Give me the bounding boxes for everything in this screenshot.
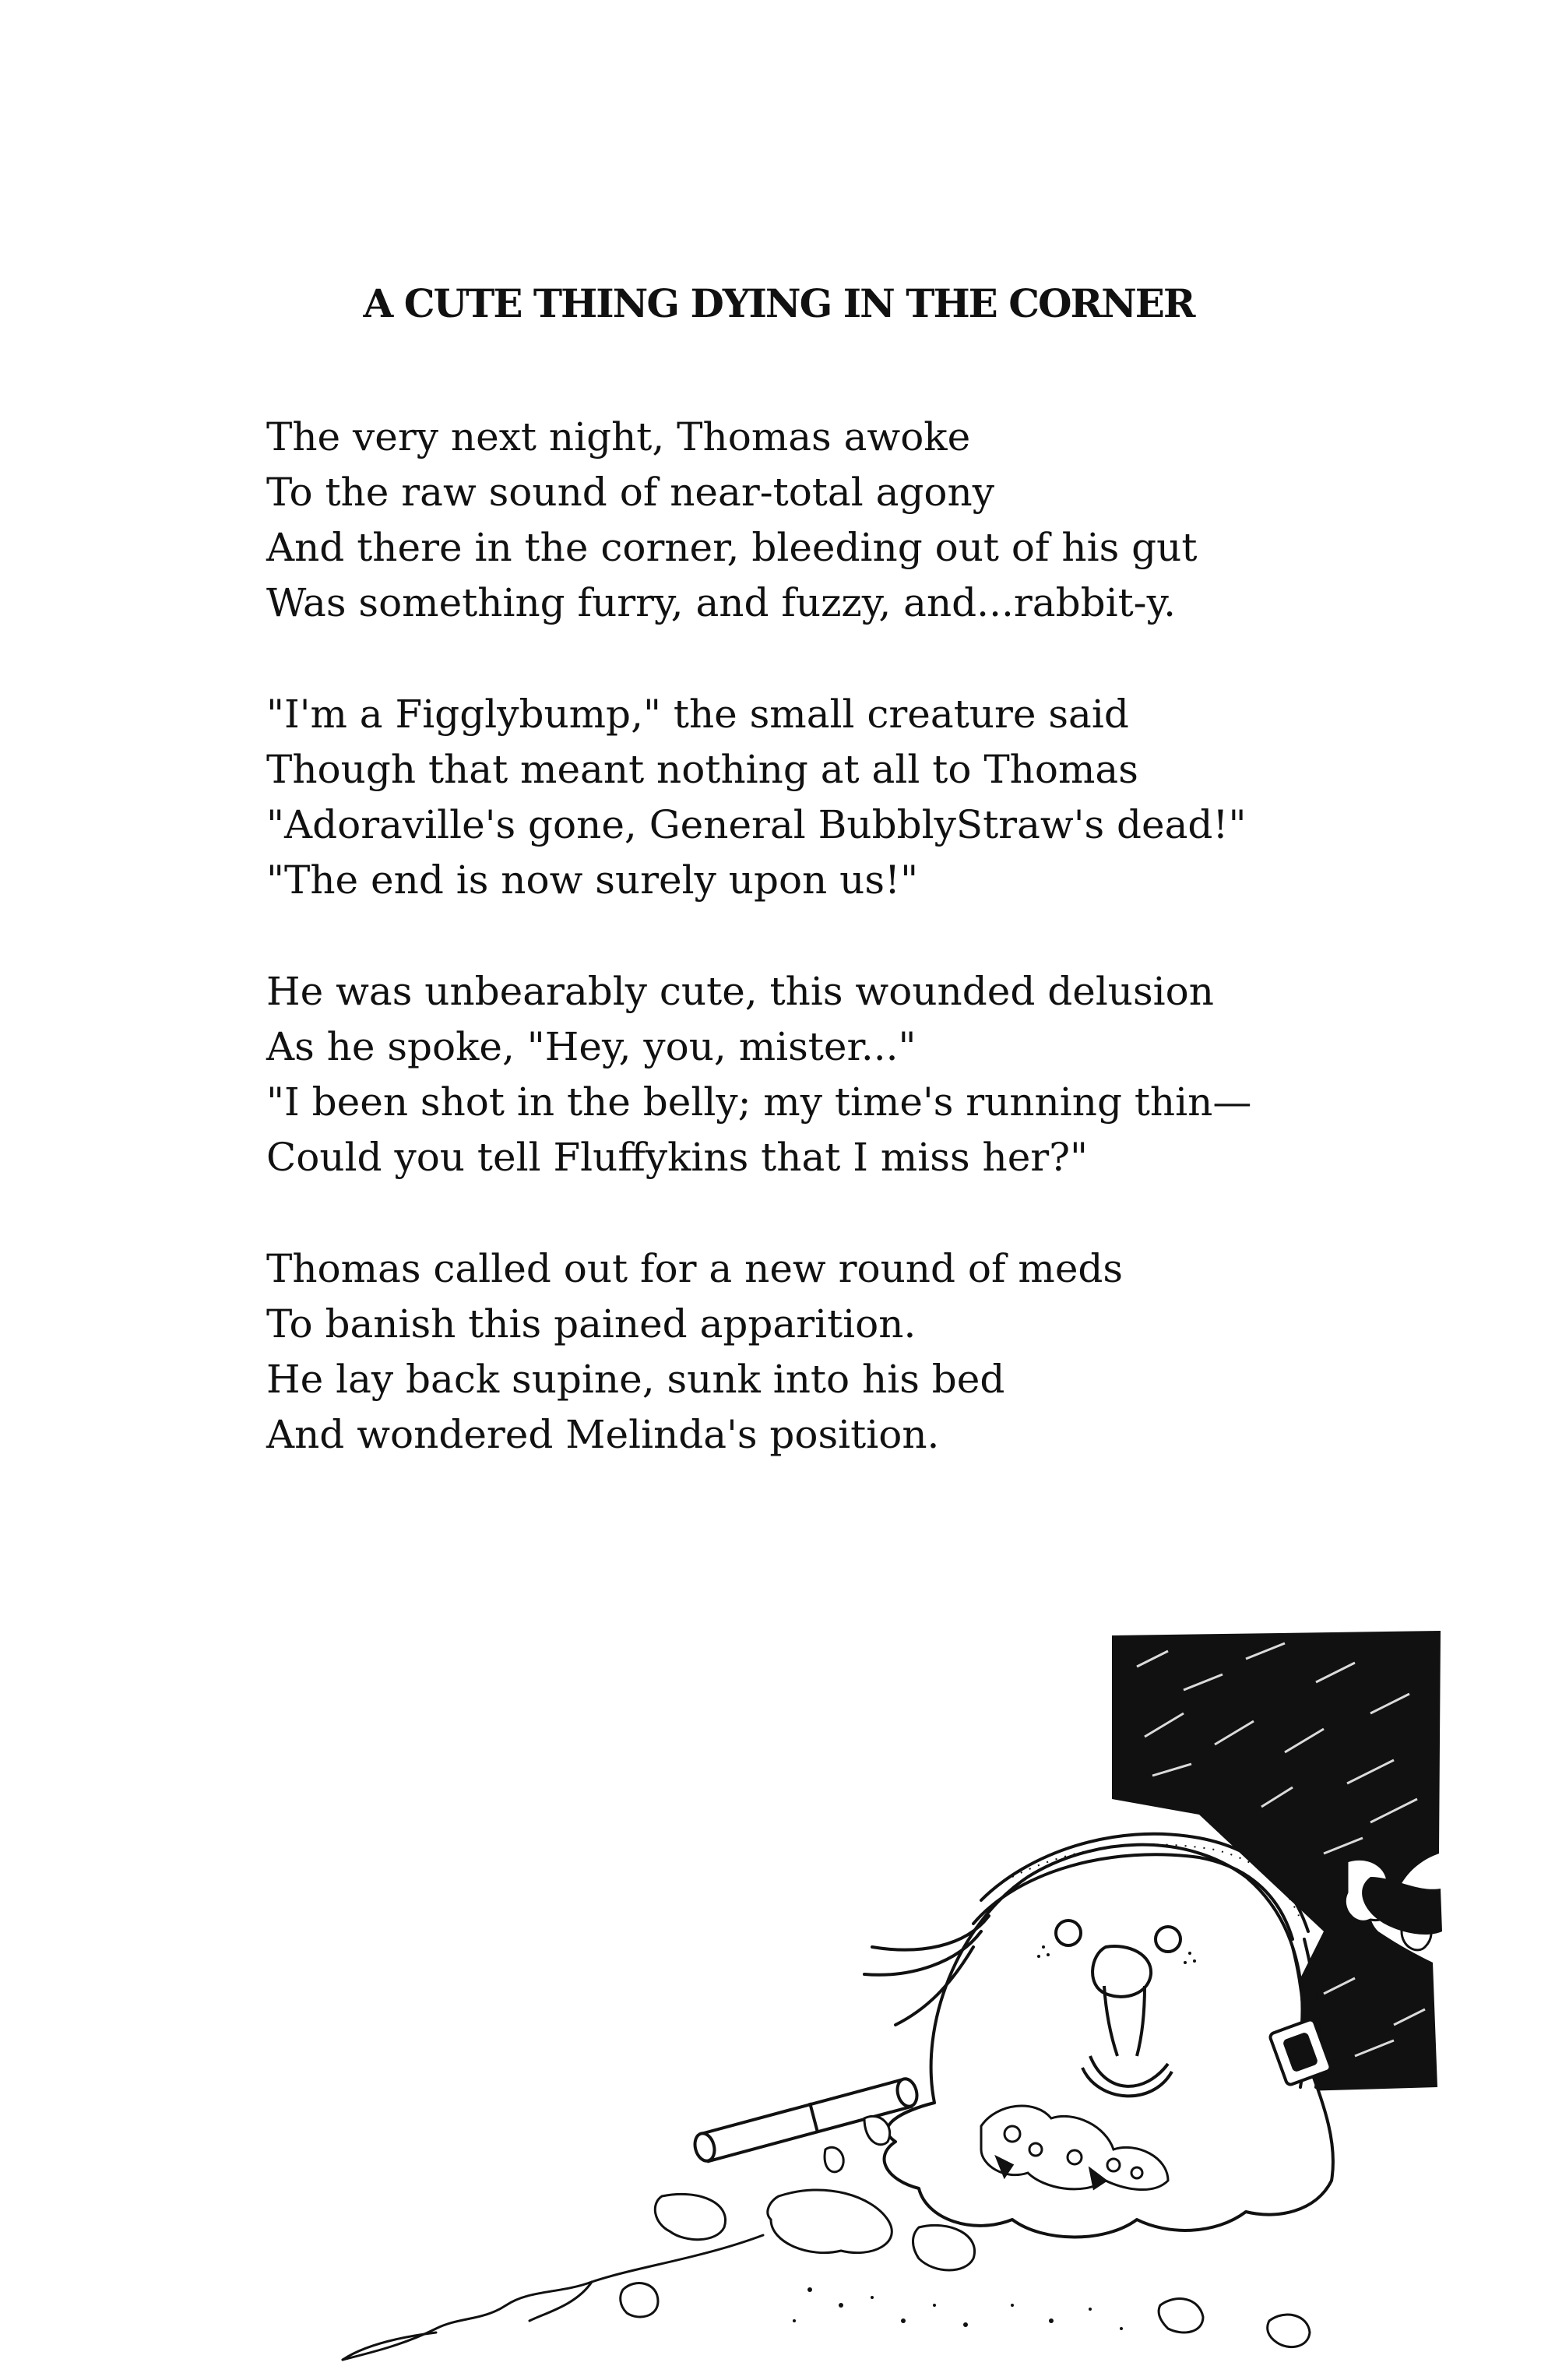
illustration [0,1620,1548,2380]
poem-line: To the raw sound of near-total agony [266,470,994,515]
poem-line: "I'm a Figglybump," the small creature said [266,692,1129,737]
poem-line: The very next night, Thomas awoke [266,414,971,459]
stanza-1 [266,410,1356,631]
stanza-3 [266,964,1356,1185]
floor-debris [621,2283,1310,2347]
poem-line: "The end is now surely upon us!" [266,857,919,903]
poem-line: And there in the corner, bleeding out of his gut [266,525,1198,570]
page-title: A CUTE THING DYING IN THE CORNER [363,280,1194,326]
floor-specks [793,2287,1123,2330]
poem [266,410,1356,1519]
stanza-2 [266,687,1356,908]
poem-line: Thomas called out for a new round of meds [266,1246,1124,1291]
stanza-4 [266,1241,1356,1463]
poem-line: "Adoraville's gone, General BubblyStraw's dead!" [266,802,1247,847]
poem-line: To banish this pained apparition. [266,1301,916,1347]
poem-line: Was something furry, and fuzzy, and...rabbit-y. [266,580,1177,625]
wall-drip [1362,1877,1442,1935]
poem-line: As he spoke, "Hey, you, mister..." [266,1024,916,1069]
poem-line: He lay back supine, sunk into his bed [266,1357,1005,1402]
poem-line: "I been shot in the belly; my time's running thin— [266,1079,1252,1125]
floor-smear [343,2235,763,2360]
poem-line: And wondered Melinda's position. [266,1412,940,1457]
poem-line: Could you tell Fluffykins that I miss her?" [266,1135,1089,1180]
poem-line: He was unbearably cute, this wounded delusion [266,969,1214,1014]
poem-line: Though that meant nothing at all to Thomas [266,747,1138,792]
